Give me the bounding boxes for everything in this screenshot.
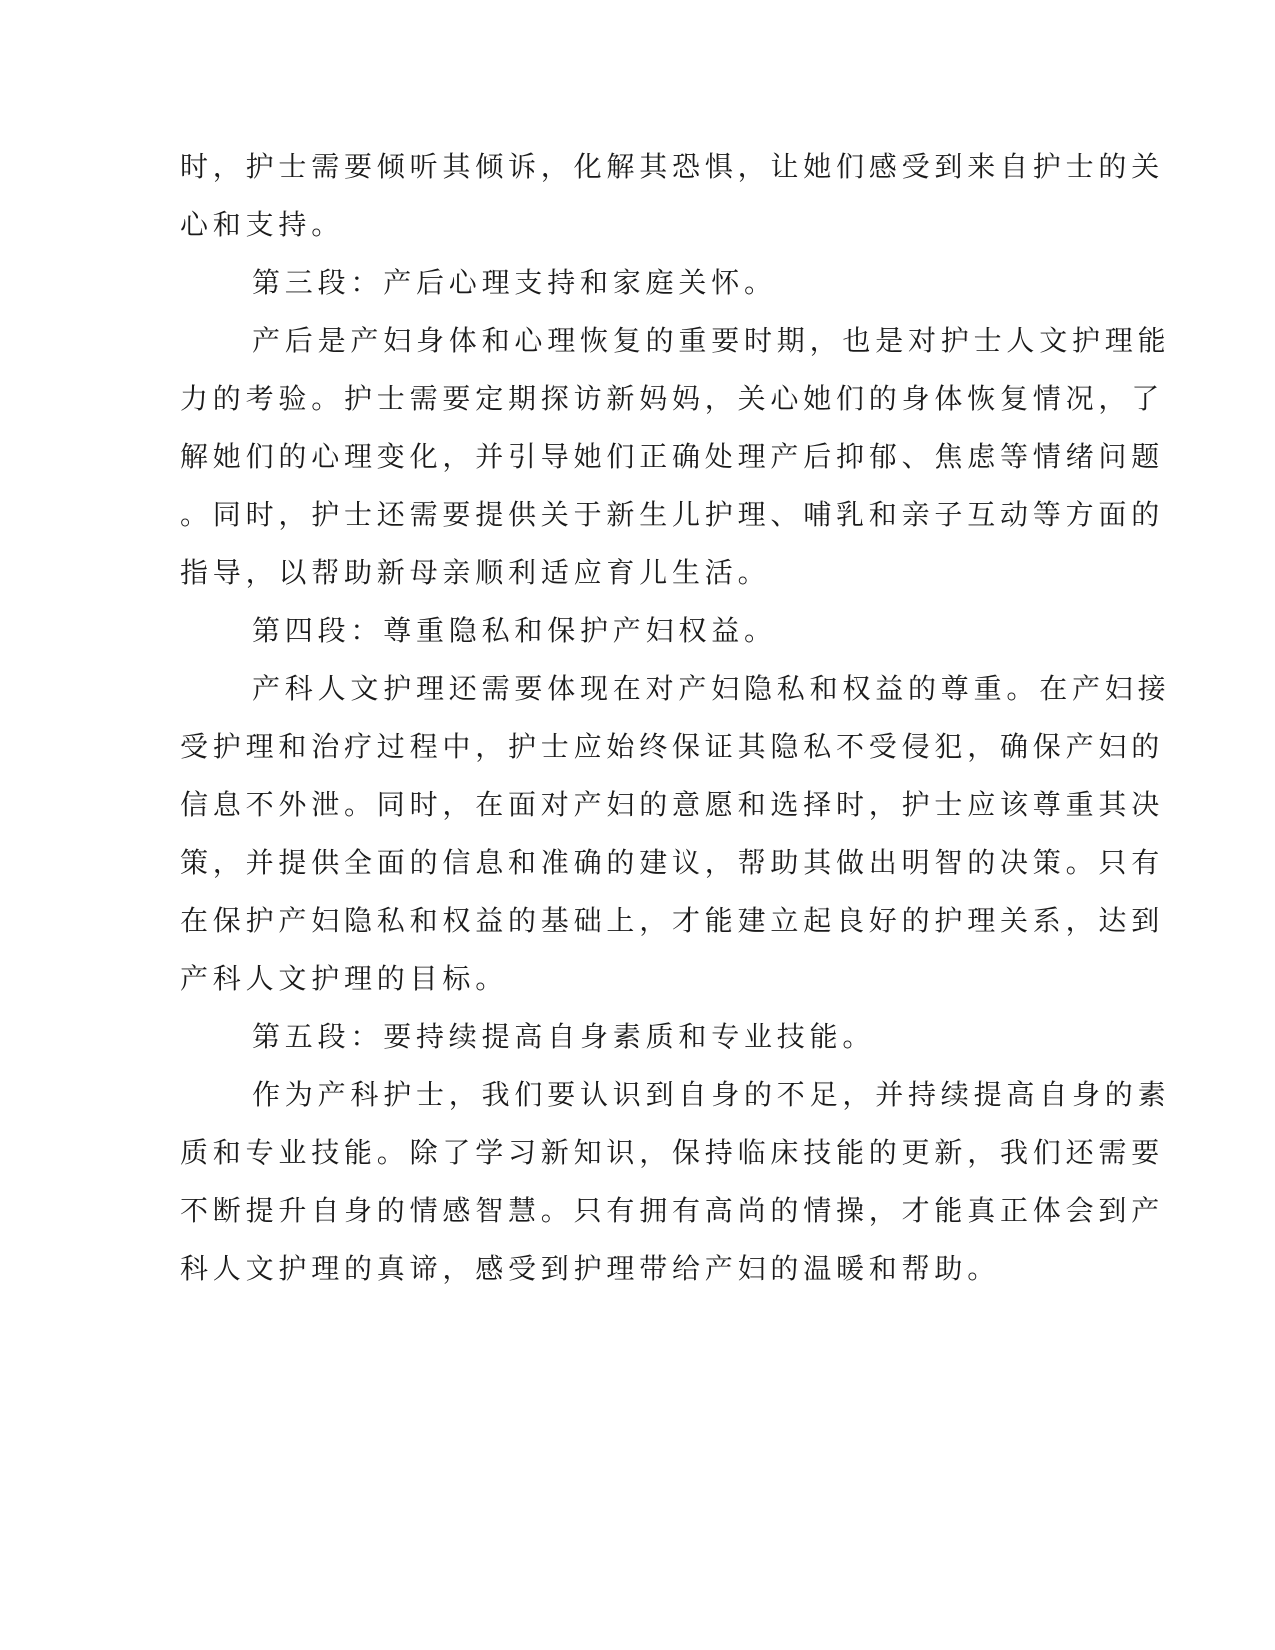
- document-page: [180, 138, 1171, 1298]
- paragraph-line: 心和支持。: [180, 208, 345, 241]
- paragraph-line: 解她们的心理变化，并引导她们正确处理产后抑郁、焦虑等情绪问题: [180, 440, 1165, 473]
- paragraph-line: 信息不外泄。同时，在面对产妇的意愿和选择时，护士应该尊重其决: [180, 788, 1165, 821]
- paragraph-line: 指导，以帮助新母亲顺利适应育儿生活。: [180, 556, 771, 589]
- paragraph-line: 科人文护理的真谛，感受到护理带给产妇的温暖和帮助。: [180, 1252, 1001, 1285]
- section-heading-3: 第三段：产后心理支持和家庭关怀。: [252, 266, 777, 299]
- paragraph-line: 力的考验。护士需要定期探访新妈妈，关心她们的身体恢复情况，了: [180, 382, 1165, 415]
- paragraph-line: 产科人文护理还需要体现在对产妇隐私和权益的尊重。在产妇接: [252, 672, 1171, 705]
- paragraph-line: 策，并提供全面的信息和准确的建议，帮助其做出明智的决策。只有: [180, 846, 1165, 879]
- paragraph-line: 。同时，护士还需要提供关于新生儿护理、哺乳和亲子互动等方面的: [180, 498, 1165, 531]
- paragraph-line: 作为产科护士，我们要认识到自身的不足，并持续提高自身的素: [252, 1078, 1171, 1111]
- paragraph-line: 产科人文护理的目标。: [180, 962, 509, 995]
- paragraph-line: 不断提升自身的情感智慧。只有拥有高尚的情操，才能真正体会到产: [180, 1194, 1165, 1227]
- paragraph-line: 质和专业技能。除了学习新知识，保持临床技能的更新，我们还需要: [180, 1136, 1165, 1169]
- paragraph-line: 在保护产妇隐私和权益的基础上，才能建立起良好的护理关系，达到: [180, 904, 1165, 937]
- paragraph-line: 产后是产妇身体和心理恢复的重要时期，也是对护士人文护理能: [252, 324, 1171, 357]
- section-heading-5: 第五段：要持续提高自身素质和专业技能。: [252, 1020, 876, 1053]
- paragraph-line: 受护理和治疗过程中，护士应始终保证其隐私不受侵犯，确保产妇的: [180, 730, 1165, 763]
- section-heading-4: 第四段：尊重隐私和保护产妇权益。: [252, 614, 777, 647]
- paragraph-line: 时，护士需要倾听其倾诉，化解其恐惧，让她们感受到来自护士的关: [180, 150, 1165, 183]
